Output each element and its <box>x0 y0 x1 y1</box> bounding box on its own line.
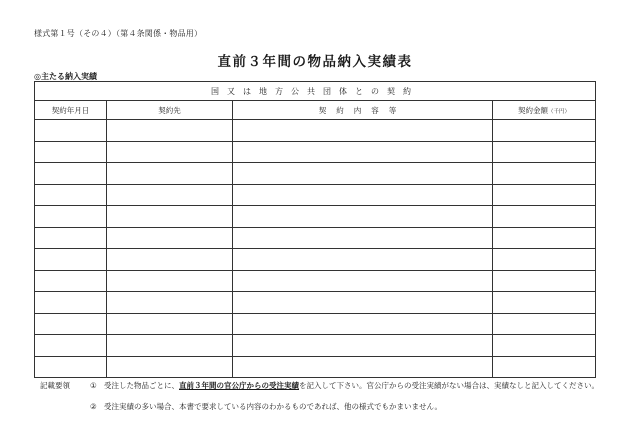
contract-amount-cell[interactable] <box>493 270 596 292</box>
contractor-cell[interactable] <box>107 141 233 163</box>
note-number: ① <box>90 381 97 390</box>
contract-date-cell[interactable] <box>35 335 107 357</box>
contract-date-cell[interactable] <box>35 206 107 228</box>
table-row <box>35 206 596 228</box>
note-text-post: を記入して下さい。官公庁からの受注実績がない場合は、実績なしと記入してください。 <box>299 381 599 390</box>
contractor-cell[interactable] <box>107 270 233 292</box>
column-header-contract-date: 契約年月日 <box>35 101 107 120</box>
contract-date-cell[interactable] <box>35 270 107 292</box>
column-header-contract-amount <box>493 101 596 120</box>
contract-amount-cell[interactable] <box>493 335 596 357</box>
contract-amount-cell[interactable] <box>493 356 596 378</box>
table-row <box>35 270 596 292</box>
contract-amount-cell[interactable] <box>493 184 596 206</box>
note-number: ② <box>90 402 97 411</box>
amount-label: 契約金額 <box>517 105 548 115</box>
contract-details-cell[interactable] <box>233 227 493 249</box>
contractor-cell[interactable] <box>107 335 233 357</box>
contract-details-cell[interactable] <box>233 249 493 271</box>
contract-details-cell[interactable] <box>233 163 493 185</box>
page-title: 直前３年間の物品納入実績表 <box>217 54 413 70</box>
notes-lead: 記載要領 <box>40 381 70 390</box>
contract-date-cell[interactable] <box>35 163 107 185</box>
contract-details-cell[interactable] <box>233 313 493 335</box>
contract-date-cell[interactable] <box>35 227 107 249</box>
contract-amount-cell[interactable] <box>493 249 596 271</box>
note-text <box>104 381 610 392</box>
note-emphasis: 直前３年間の官公庁からの受注実績 <box>179 381 299 390</box>
contract-details-cell[interactable] <box>233 141 493 163</box>
contractor-cell[interactable] <box>107 163 233 185</box>
contractor-cell[interactable] <box>107 292 233 314</box>
contractor-cell[interactable] <box>107 356 233 378</box>
contract-date-cell[interactable] <box>35 356 107 378</box>
amount-unit: （千円） <box>547 108 570 115</box>
form-number: 様式第１号（その４）（第４条関係・物品用） <box>34 29 203 38</box>
contract-date-cell[interactable] <box>35 120 107 142</box>
table-band-header: 国又は地方公共団体との契約 <box>35 82 596 101</box>
contract-amount-cell[interactable] <box>493 141 596 163</box>
contract-date-cell[interactable] <box>35 141 107 163</box>
note-text <box>104 402 610 413</box>
contract-details-cell[interactable] <box>233 270 493 292</box>
contract-details-cell[interactable] <box>233 120 493 142</box>
contractor-cell[interactable] <box>107 249 233 271</box>
contract-details-cell[interactable] <box>233 356 493 378</box>
contract-amount-cell[interactable] <box>493 227 596 249</box>
table-row <box>35 120 596 142</box>
contractor-cell[interactable] <box>107 313 233 335</box>
contract-amount-cell[interactable] <box>493 292 596 314</box>
note-text-pre: 受注した物品ごとに、 <box>104 381 179 390</box>
table-row <box>35 356 596 378</box>
column-header-contractor: 契約先 <box>107 101 233 120</box>
table-column-headers <box>35 101 596 120</box>
section-label: ◎主たる納入実績 <box>34 72 97 81</box>
table-row <box>35 313 596 335</box>
delivery-record-table <box>34 81 596 378</box>
contract-date-cell[interactable] <box>35 292 107 314</box>
contract-amount-cell[interactable] <box>493 206 596 228</box>
table-row <box>35 249 596 271</box>
table-row <box>35 163 596 185</box>
note-text-pre: 受注実績の多い場合、本書で要求している内容のわかるものであれば、他の様式でもかまいません。 <box>104 402 442 411</box>
contract-date-cell[interactable] <box>35 313 107 335</box>
contractor-cell[interactable] <box>107 227 233 249</box>
table-row <box>35 141 596 163</box>
contract-details-cell[interactable] <box>233 206 493 228</box>
table-row <box>35 184 596 206</box>
contract-details-cell[interactable] <box>233 335 493 357</box>
contract-amount-cell[interactable] <box>493 163 596 185</box>
table-row <box>35 227 596 249</box>
contractor-cell[interactable] <box>107 120 233 142</box>
contractor-cell[interactable] <box>107 184 233 206</box>
column-header-contract-details: 契約内容等 <box>233 101 493 120</box>
contract-date-cell[interactable] <box>35 249 107 271</box>
table-row <box>35 335 596 357</box>
contract-date-cell[interactable] <box>35 184 107 206</box>
contractor-cell[interactable] <box>107 206 233 228</box>
table-row <box>35 292 596 314</box>
contract-amount-cell[interactable] <box>493 313 596 335</box>
contract-details-cell[interactable] <box>233 292 493 314</box>
contract-amount-cell[interactable] <box>493 120 596 142</box>
contract-details-cell[interactable] <box>233 184 493 206</box>
